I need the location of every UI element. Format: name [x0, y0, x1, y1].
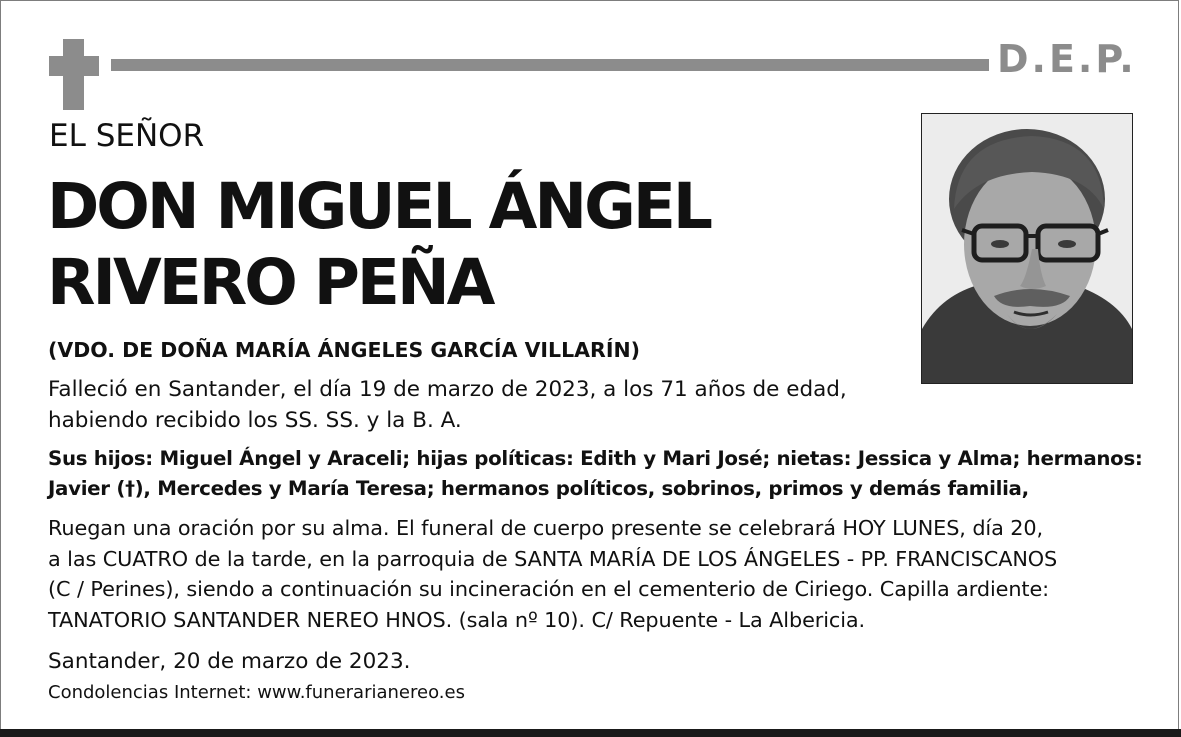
header-rule: [111, 59, 989, 71]
funeral-line-3: (C / Perines), siendo a continuación su incineración en el cementerio de Ciriego. Capilla ardiente:: [48, 577, 1050, 601]
cross-icon-horizontal-bar: [49, 56, 99, 76]
death-line-2: habiendo recibido los SS. SS. y la B. A.: [48, 407, 462, 433]
deceased-name: [47, 169, 710, 321]
portrait-photo: [921, 113, 1133, 384]
family-line-2: Javier (†), Mercedes y María Teresa; hermanos políticos, sobrinos, primos y demás familia,: [48, 477, 1029, 500]
death-notice: [48, 375, 847, 436]
honorific: EL SEÑOR: [49, 118, 205, 154]
family-list: [48, 444, 1143, 504]
funeral-line-2: a las CUATRO de la tarde, en la parroquia de SANTA MARÍA DE LOS ÁNGELES - PP. FRANCISCANOS: [48, 546, 1058, 571]
death-line-1: Falleció en Santander, el día 19 de marzo de 2023, a los 71 años de edad,: [48, 377, 847, 402]
funeral-details: [48, 513, 1057, 635]
portrait-illustration: [922, 114, 1132, 383]
place-and-date: Santander, 20 de marzo de 2023.: [48, 649, 411, 674]
funeral-line-1: Ruegan una oración por su alma. El funeral de cuerpo presente se celebrará HOY LUNES, día 20,: [48, 516, 1044, 540]
funeral-line-4: TANATORIO SANTANDER NEREO HNOS. (sala nº 10). C/ Repuente - La Albericia.: [48, 607, 866, 632]
widower-of: (VDO. DE DOÑA MARÍA ÁNGELES GARCÍA VILLARÍN): [48, 338, 640, 362]
condolences-link[interactable]: Condolencias Internet: www.funerarianereo.es: [48, 682, 465, 703]
deceased-name-line-2: RIVERO PEÑA: [47, 246, 493, 319]
deceased-name-line-1: DON MIGUEL ÁNGEL: [47, 170, 710, 243]
dep-label: D.E.P.: [997, 37, 1137, 81]
family-line-1: Sus hijos: Miguel Ángel y Araceli; hijas políticas: Edith y Mari José; nietas: Jessica y Alma; hermanos:: [48, 447, 1143, 470]
bottom-rule: [0, 729, 1181, 737]
